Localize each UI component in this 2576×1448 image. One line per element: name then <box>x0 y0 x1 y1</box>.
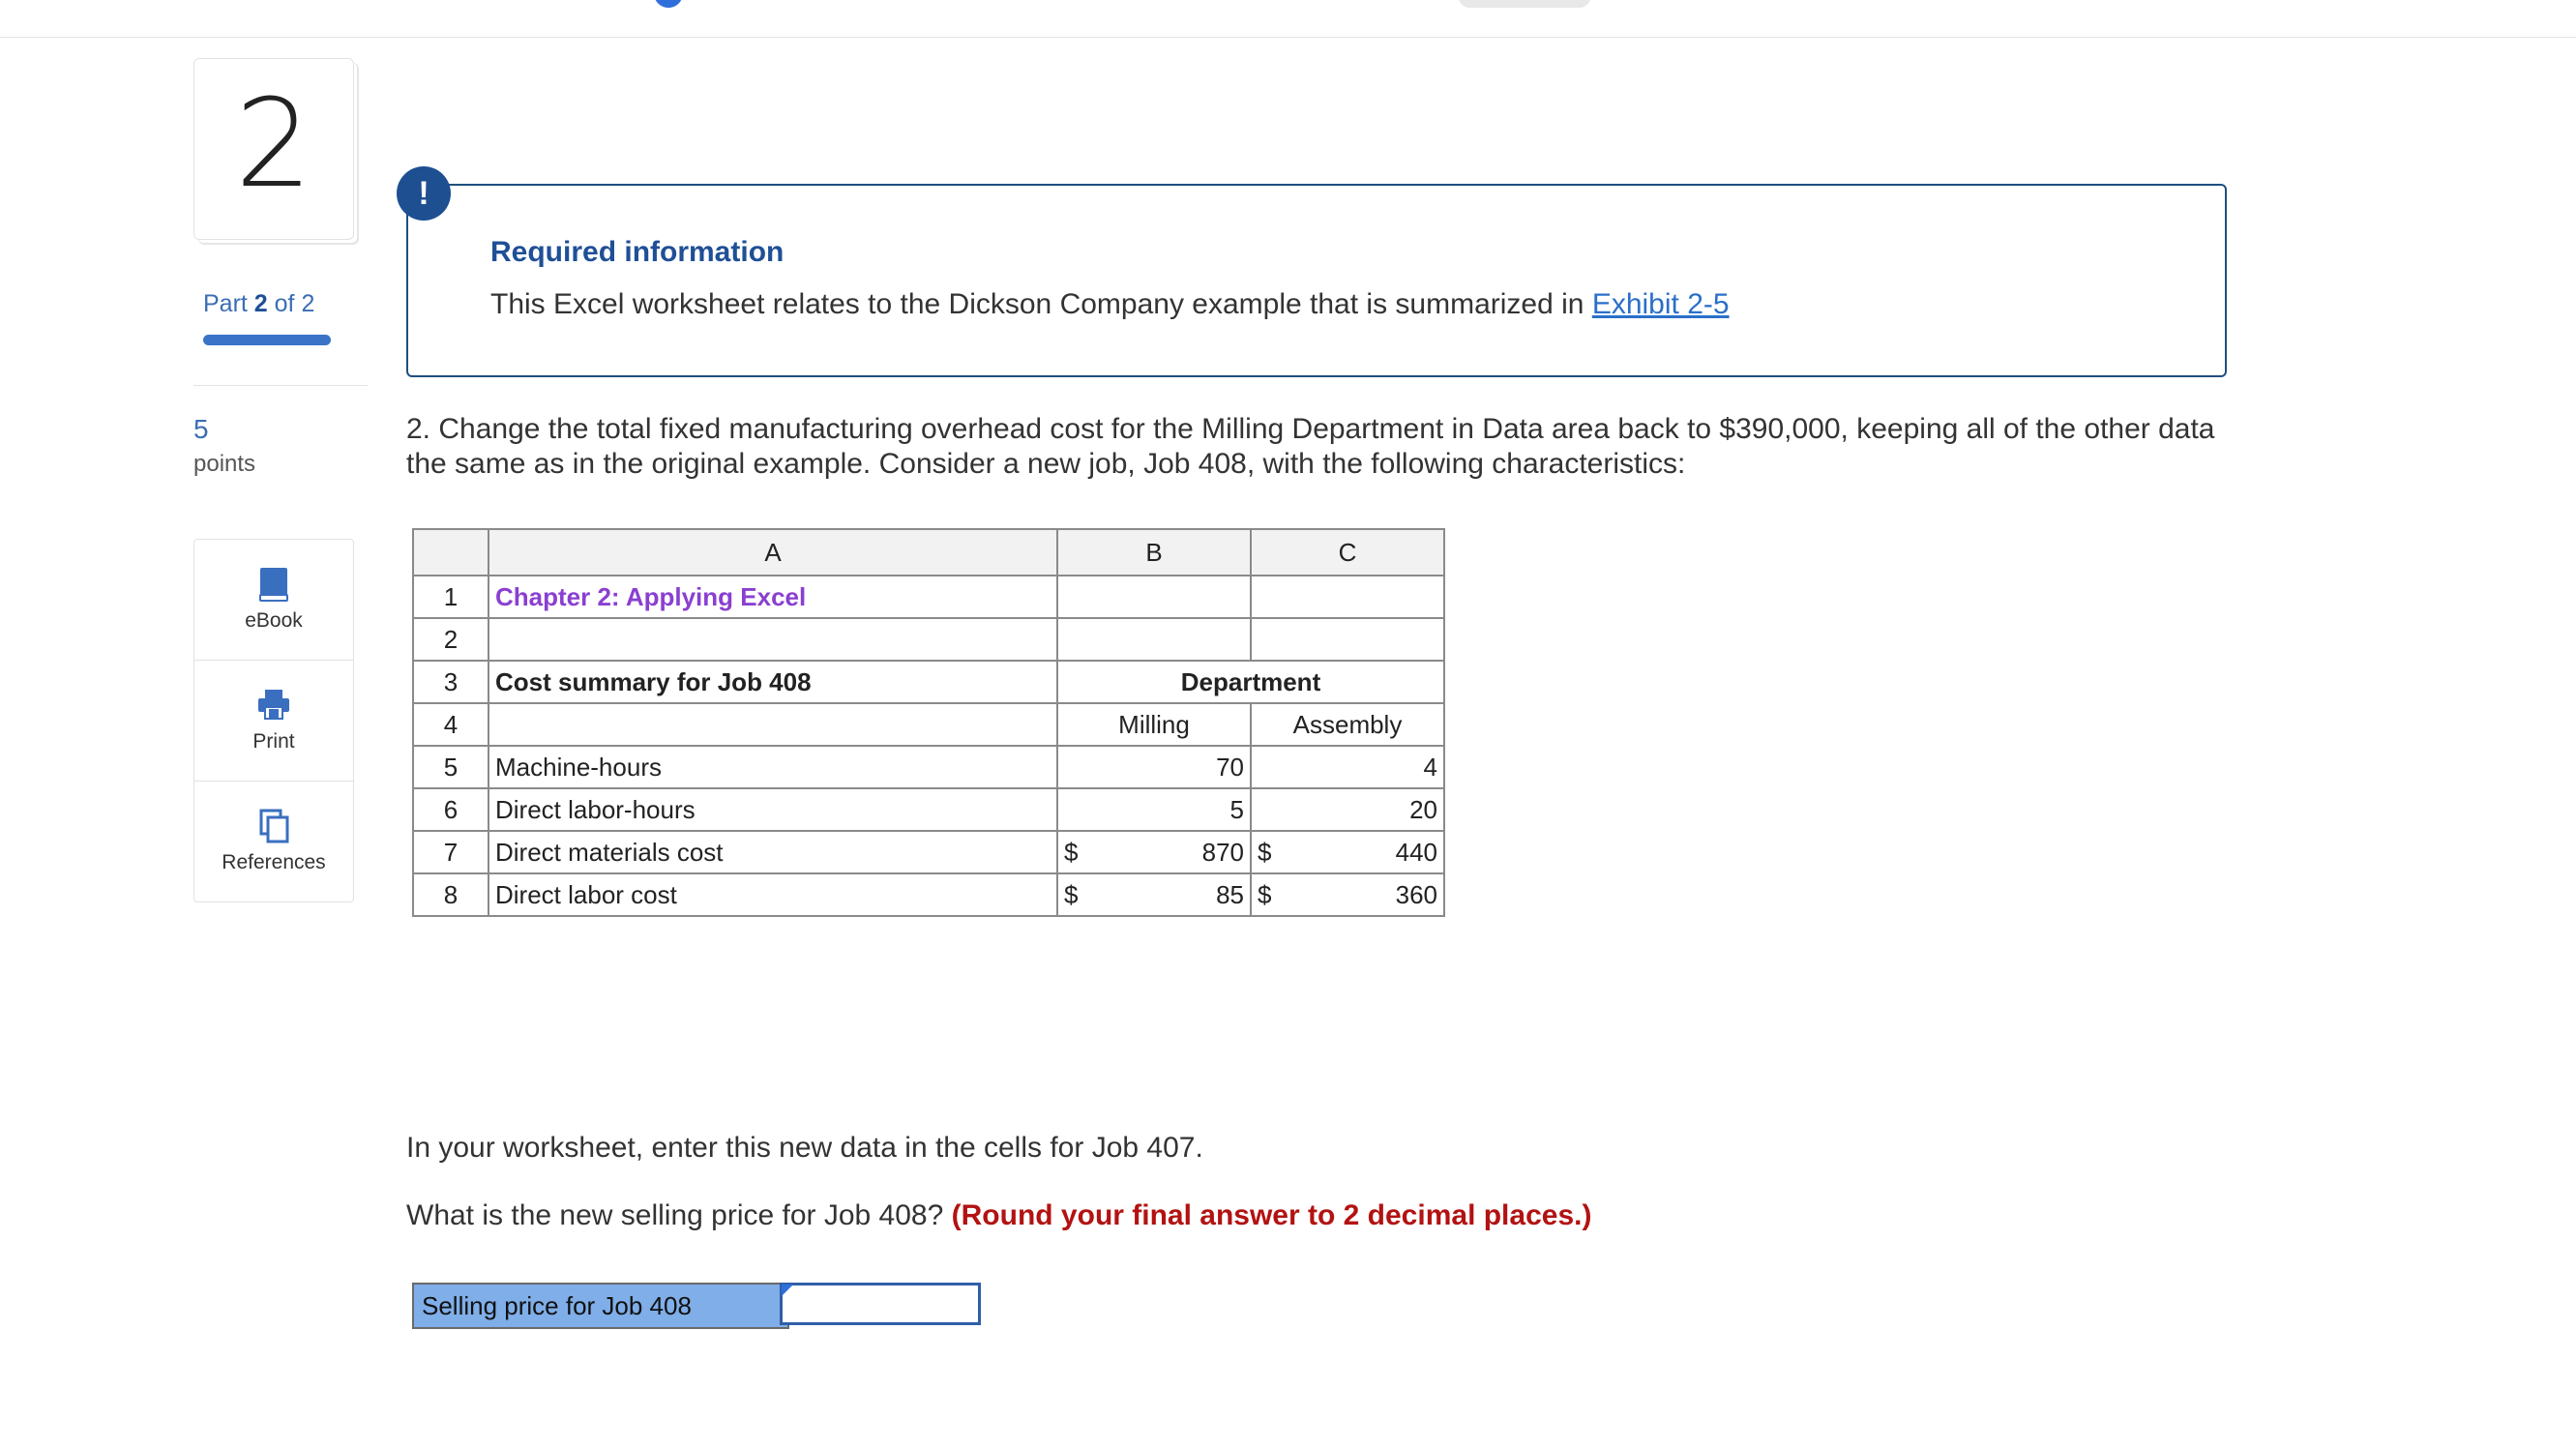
currency-symbol: $ <box>1258 837 1272 867</box>
row-number: 3 <box>413 661 489 703</box>
part-total: 2 <box>301 290 315 317</box>
row-number: 7 <box>413 831 489 873</box>
top-pill-button[interactable] <box>1459 0 1590 8</box>
cell-a6: Direct labor-hours <box>489 788 1057 831</box>
cell-c8-value: 360 <box>1395 879 1437 909</box>
question-text <box>406 1199 1591 1232</box>
cell-b7-value: 870 <box>1201 837 1244 867</box>
cell-a5: Machine-hours <box>489 746 1057 788</box>
cell-c8 <box>1251 873 1444 916</box>
part-progress-bar <box>203 335 331 345</box>
references-label: References <box>222 851 326 873</box>
excel-worksheet <box>412 528 1445 917</box>
answer-label: Selling price for Job 408 <box>412 1283 789 1329</box>
cell-c7-value: 440 <box>1395 837 1437 867</box>
table-row <box>413 703 1444 746</box>
cell-b6: 5 <box>1057 788 1251 831</box>
cell-b8-value: 85 <box>1216 879 1244 909</box>
print-label: Print <box>252 730 295 753</box>
question-number-card <box>193 58 354 240</box>
cell-b2 <box>1057 618 1251 661</box>
part-current: 2 <box>253 290 268 317</box>
references-icon <box>254 807 293 845</box>
part-label-sep: of <box>267 290 302 317</box>
references-button[interactable] <box>194 782 353 901</box>
currency-symbol: $ <box>1064 879 1079 909</box>
table-row <box>413 618 1444 661</box>
points-label: points <box>193 451 256 477</box>
column-header-a: A <box>489 529 1057 576</box>
top-bar <box>0 0 2576 38</box>
instruction-text: In your worksheet, enter this new data in the cells for Job 407. <box>406 1132 1203 1164</box>
part-indicator <box>203 290 314 318</box>
required-text <box>490 288 1730 321</box>
cell-a7: Direct materials cost <box>489 831 1057 873</box>
selling-price-input[interactable] <box>780 1283 981 1325</box>
required-title: Required information <box>490 236 785 268</box>
progress-dot[interactable] <box>654 0 683 8</box>
cell-a3: Cost summary for Job 408 <box>489 661 1057 703</box>
table-row <box>413 873 1444 916</box>
row-number: 8 <box>413 873 489 916</box>
cell-b3-department: Department <box>1057 661 1444 703</box>
cell-b5: 70 <box>1057 746 1251 788</box>
currency-symbol: $ <box>1258 879 1272 909</box>
alert-icon: ! <box>397 166 451 221</box>
table-row <box>413 831 1444 873</box>
row-number: 2 <box>413 618 489 661</box>
tools-panel <box>193 539 354 902</box>
points-value: 5 <box>193 414 209 444</box>
cell-c1 <box>1251 576 1444 618</box>
cell-b8 <box>1057 873 1251 916</box>
cell-c7 <box>1251 831 1444 873</box>
ebook-label: eBook <box>245 609 303 632</box>
cell-c4: Assembly <box>1251 703 1444 746</box>
table-row <box>413 746 1444 788</box>
active-cell-flag <box>782 1285 793 1296</box>
table-row <box>413 576 1444 618</box>
sidebar-divider <box>193 385 368 386</box>
cell-b4: Milling <box>1057 703 1251 746</box>
row-number: 6 <box>413 788 489 831</box>
ebook-button[interactable] <box>194 540 353 661</box>
rounding-note: (Round your final answer to 2 decimal places.) <box>951 1199 1592 1231</box>
cell-c5: 4 <box>1251 746 1444 788</box>
currency-symbol: $ <box>1064 837 1079 867</box>
cell-a4 <box>489 703 1057 746</box>
book-icon <box>254 565 293 604</box>
required-text-body: This Excel worksheet relates to the Dickson Company example that is summarized in <box>490 288 1592 320</box>
exhibit-link[interactable]: Exhibit 2-5 <box>1591 288 1730 320</box>
print-button[interactable] <box>194 661 353 782</box>
cell-b7 <box>1057 831 1251 873</box>
table-row <box>413 661 1444 703</box>
cell-a8: Direct labor cost <box>489 873 1057 916</box>
part-label-prefix: Part <box>203 290 254 317</box>
cell-b1 <box>1057 576 1251 618</box>
corner-cell <box>413 529 489 576</box>
column-header-b: B <box>1057 529 1251 576</box>
row-number: 5 <box>413 746 489 788</box>
cell-a2 <box>489 618 1057 661</box>
table-row <box>413 788 1444 831</box>
question-text-body: What is the new selling price for Job 408? <box>406 1199 952 1231</box>
cell-c2 <box>1251 618 1444 661</box>
cell-a1: Chapter 2: Applying Excel <box>489 576 1057 618</box>
row-number: 1 <box>413 576 489 618</box>
question-prompt: 2. Change the total fixed manufacturing overhead cost for the Milling Department in Data area back to $390,000, keeping all of the other data the same as in the original example. Consider a new job, Job 408, with the following characteristics: <box>406 413 2215 480</box>
column-header-c: C <box>1251 529 1444 576</box>
column-header-row <box>413 529 1444 576</box>
row-number: 4 <box>413 703 489 746</box>
question-number: 2 <box>234 73 313 215</box>
required-information-box <box>406 184 2227 377</box>
cell-c6: 20 <box>1251 788 1444 831</box>
printer-icon <box>254 686 293 724</box>
